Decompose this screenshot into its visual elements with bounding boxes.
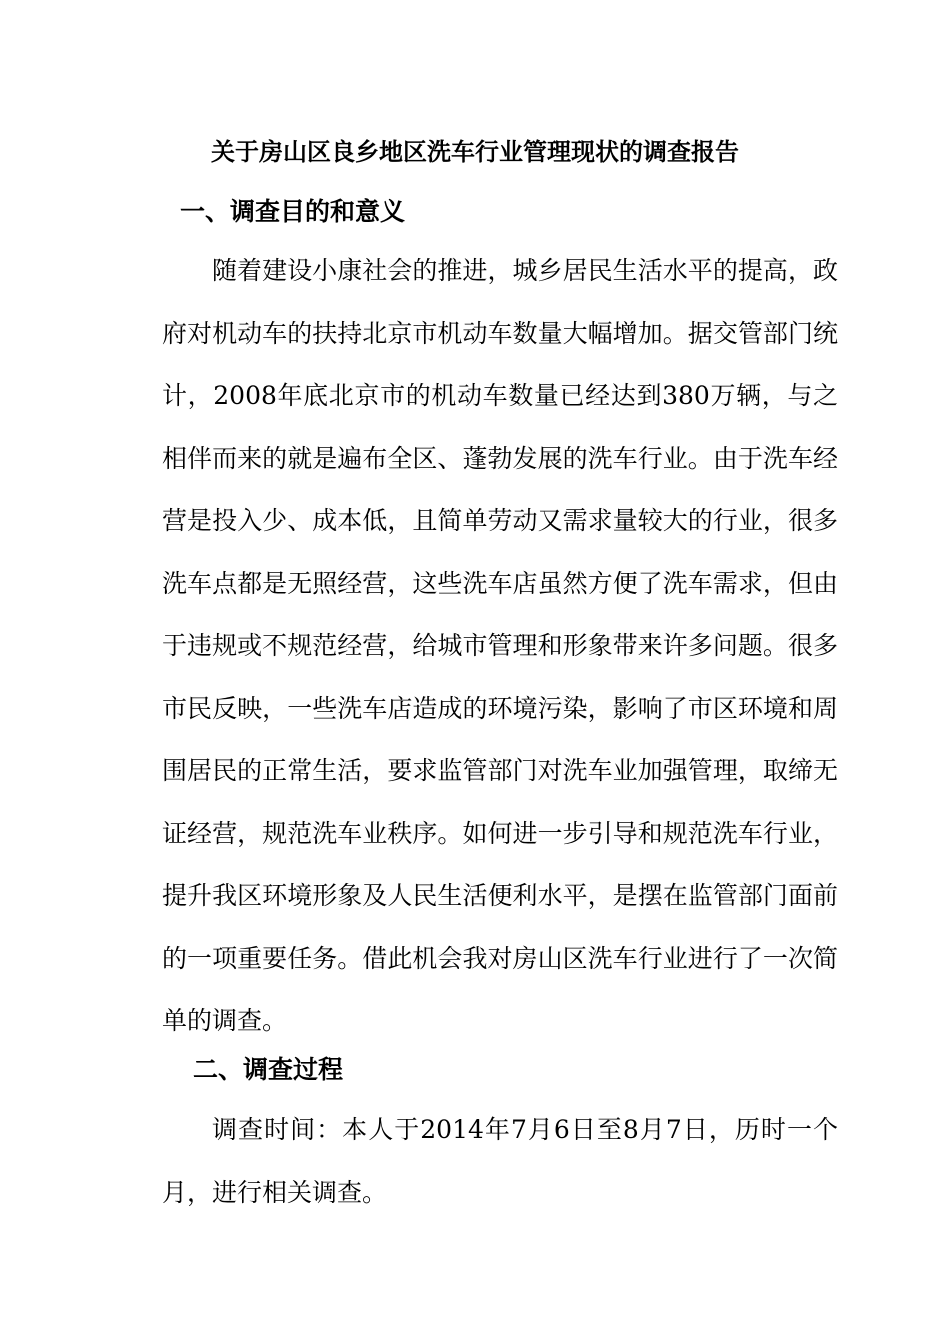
section-heading-purpose: 一、调查目的和意义 (180, 197, 406, 226)
section-paragraph-process: 调查时间：本人于2014年7月6日至8月7日，历时一个月，进行相关调查。 (162, 1115, 838, 1207)
document-title: 关于房山区良乡地区洗车行业管理现状的调查报告 (211, 138, 739, 166)
section-heading-process: 二、调查过程 (193, 1055, 344, 1084)
section-paragraph-purpose: 随着建设小康社会的推进，城乡居民生活水平的提高，政府对机动车的扶持北京市机动车数量大幅增加。据交管部门统计，2008年底北京市的机动车数量已经达到380万辆，与之相伴而来的就是遍布全区、蓬勃发展的洗车行业。由于洗车经营是投入少、成本低，且简单劳动又需求量较大的行业，很多洗车点都是无照经营，这些洗车店虽然方便了洗车需求，但由于违规或不规范经营，给城市管理和形象带来许多问题。很多市民反映，一些洗车店造成的环境污染，影响了市区环境和周围居民的正常生活，要求监管部门对洗车业加强管理，取缔无证经营，规范洗车业秩序。如何进一步引导和规范洗车行业，提升我区环境形象及人民生活便利水平，是摆在监管部门面前的一项重要任务。借此机会我对房山区洗车行业进行了一次简单的调查。 (162, 256, 838, 1035)
